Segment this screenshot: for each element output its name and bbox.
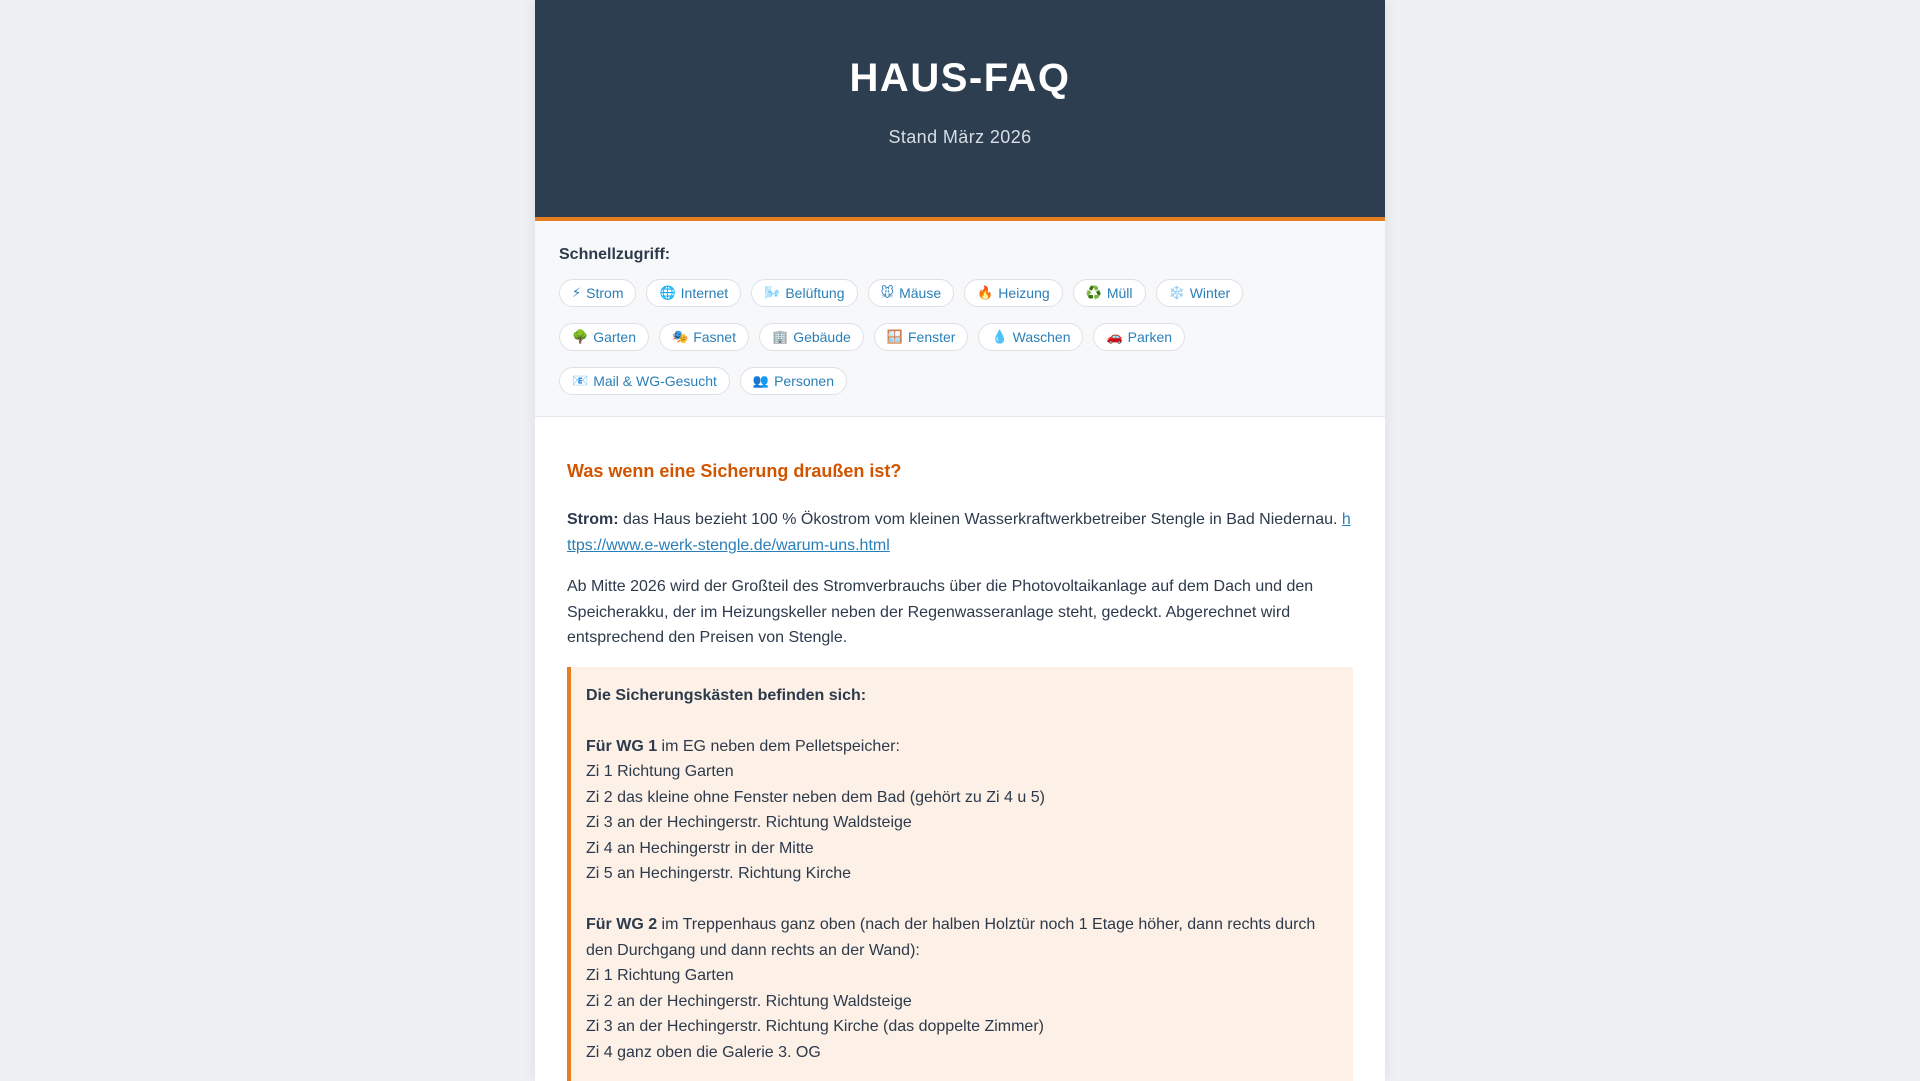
pill-label: Gebäude [793, 329, 851, 345]
car-icon: 🚗 [1106, 329, 1122, 345]
quick-access-label: Schnellzugriff: [559, 244, 1361, 266]
faq-page [535, 0, 1385, 1081]
wg1-location-text: im EG neben dem Pelletspeicher: [657, 738, 900, 755]
pill-internet[interactable] [646, 279, 741, 307]
recycle-icon: ♻️ [1086, 285, 1102, 301]
pill-label: Garten [593, 329, 636, 345]
droplet-icon: 💧 [991, 329, 1007, 345]
wg2-location [586, 912, 1335, 963]
lightning-icon: ⚡ [572, 285, 581, 301]
pill-label: Mail & WG-Gesucht [593, 373, 717, 389]
pill-label: Mäuse [899, 285, 941, 301]
pill-personen[interactable] [740, 367, 847, 395]
wg1-room: Zi 4 an Hechingerstr in der Mitte [586, 836, 1335, 862]
pill-maeuse[interactable] [868, 279, 955, 307]
pill-label: Belüftung [785, 285, 844, 301]
pill-label: Personen [774, 373, 834, 389]
wg1-label: Für WG 1 [586, 738, 657, 755]
callout-title: Die Sicherungskästen befinden sich: [586, 683, 1335, 709]
wg2-room: Zi 2 an der Hechingerstr. Richtung Waldsteige [586, 989, 1335, 1015]
page-title: HAUS-FAQ [535, 54, 1385, 102]
stengle-link[interactable]: https://www.e-werk-stengle.de/warum-uns.html [567, 511, 1351, 554]
pill-garten[interactable] [559, 323, 649, 351]
building-icon: 🏢 [772, 329, 788, 345]
pill-parken[interactable] [1093, 323, 1185, 351]
globe-icon: 🌐 [659, 285, 675, 301]
strom-label: Strom: [567, 511, 619, 528]
fire-icon: 🔥 [977, 285, 993, 301]
masks-icon: 🎭 [672, 329, 688, 345]
pill-waschen[interactable] [978, 323, 1083, 351]
pill-label: Internet [681, 285, 728, 301]
quick-access-nav [535, 221, 1385, 417]
pill-label: Fenster [908, 329, 955, 345]
wg2-room: Zi 3 an der Hechingerstr. Richtung Kirche (das doppelte Zimmer) [586, 1014, 1335, 1040]
page-header [535, 0, 1385, 221]
spacer [586, 708, 1335, 734]
pill-fasnet[interactable] [659, 323, 749, 351]
wg1-room: Zi 1 Richtung Garten [586, 759, 1335, 785]
wg2-location-text: im Treppenhaus ganz oben (nach der halben Holztür noch 1 Etage höher, dann rechts durch den Durchgang und dann rechts an der Wand): [586, 916, 1315, 959]
wg2-label: Für WG 2 [586, 916, 657, 933]
snowflake-icon: ❄️ [1169, 285, 1185, 301]
pill-gebaeude[interactable] [759, 323, 864, 351]
strom-paragraph [567, 507, 1353, 558]
pill-muell[interactable] [1073, 279, 1146, 307]
fuse-box-callout [567, 667, 1353, 1081]
email-icon: 📧 [572, 373, 588, 389]
pill-heizung[interactable] [964, 279, 1063, 307]
pill-mail-wg-gesucht[interactable] [559, 367, 730, 395]
wg1-room: Zi 5 an Hechingerstr. Richtung Kirche [586, 861, 1335, 887]
wg2-room: Zi 1 Richtung Garten [586, 963, 1335, 989]
wg1-location [586, 734, 1335, 760]
spacer [586, 887, 1335, 913]
people-icon: 👥 [753, 373, 769, 389]
pill-label: Strom [586, 285, 623, 301]
section-heading: Was wenn eine Sicherung draußen ist? [567, 459, 1353, 483]
pill-label: Fasnet [693, 329, 736, 345]
page-subtitle: Stand März 2026 [535, 126, 1385, 148]
faq-content [535, 417, 1385, 1081]
window-icon: 🪟 [887, 329, 903, 345]
strom-text: das Haus bezieht 100 % Ökostrom vom kleinen Wasserkraftwerkbetreiber Stengle in Bad Niedernau. [619, 511, 1342, 528]
pill-label: Winter [1190, 285, 1230, 301]
pill-label: Heizung [998, 285, 1049, 301]
wind-icon: 🌬️ [764, 285, 780, 301]
pill-label: Parken [1128, 329, 1172, 345]
pill-winter[interactable] [1156, 279, 1244, 307]
pill-label: Müll [1107, 285, 1133, 301]
pill-fenster[interactable] [874, 323, 969, 351]
tree-icon: 🌳 [572, 329, 588, 345]
wg1-room: Zi 3 an der Hechingerstr. Richtung Waldsteige [586, 810, 1335, 836]
wg1-room: Zi 2 das kleine ohne Fenster neben dem Bad (gehört zu Zi 4 u 5) [586, 785, 1335, 811]
pill-belueftung[interactable] [751, 279, 857, 307]
pill-label: Waschen [1013, 329, 1071, 345]
wg2-room: Zi 4 ganz oben die Galerie 3. OG [586, 1040, 1335, 1066]
quick-access-pills [559, 279, 1319, 395]
pill-strom[interactable] [559, 279, 636, 307]
pv-paragraph: Ab Mitte 2026 wird der Großteil des Stromverbrauchs über die Photovoltaikanlage auf dem Dach und den Speicherakku, der im Heizungskeller neben der Regenwasseranlage steht, gedeckt. Abgerechnet wird entsprechend den Preisen von Stengle. [567, 574, 1353, 651]
mouse-icon: 🐭 [881, 285, 895, 301]
